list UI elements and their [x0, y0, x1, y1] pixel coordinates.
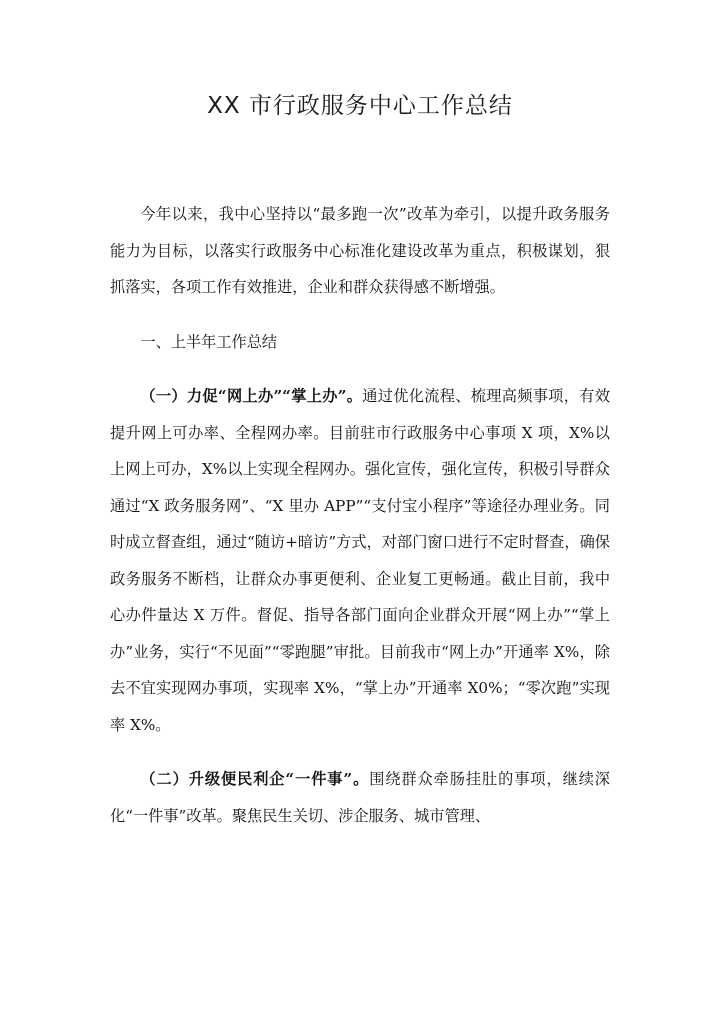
- section-heading: 一、上半年工作总结: [140, 332, 278, 351]
- subsection-1-title: （一）力促“网上办”“掌上办”。: [140, 387, 363, 405]
- subsection-2-paragraph: [110, 761, 610, 834]
- subsection-2-body: 围绕群众牵肠挂肚的事项，继续深化“一件事”改革。聚焦民生关切、涉企服务、城市管理、: [110, 770, 610, 825]
- subsection-1-body: 通过优化流程、梳理高频事项，有效提升网上可办率、全程网办率。目前驻市行政服务中心事项 X 项，X%以上网上可办，X%以上实现全程网办。强化宣传，强化宣传，积极引导群众通过“X 政务服务网”、“X 里办 APP”“支付宝小程序”等途径办理业务。同时成立督查组，通过“随访+暗访”方式，对部门窗口进行不定时督查，确保政务服务不断档，让群众办事更便利、企业复工更畅通。截止目前，我中心办件量达 X 万件。督促、指导各部门面向企业群众开展“网上办”“掌上办”业务，实行“不见面”“零跑腿”审批。目前我市“网上办”开通率 X%，除去不宜实现网办事项，实现率 X%，“掌上办”开通率 X0%；“零次跑”实现率 X%。: [110, 387, 611, 734]
- subsection-2-title: （二）升级便民利企“一件事”。: [140, 770, 370, 788]
- document-title: XX 市行政服务中心工作总结: [207, 93, 513, 119]
- subsection-1-paragraph: [110, 378, 610, 743]
- intro-paragraph: 今年以来，我中心坚持以“最多跑一次”改革为牵引，以提升政务服务能力为目标，以落实行政服务中心标准化建设改革为重点，积极谋划，狠抓落实，各项工作有效推进，企业和群众获得感不断增强。: [110, 205, 610, 296]
- document-body: [110, 196, 610, 834]
